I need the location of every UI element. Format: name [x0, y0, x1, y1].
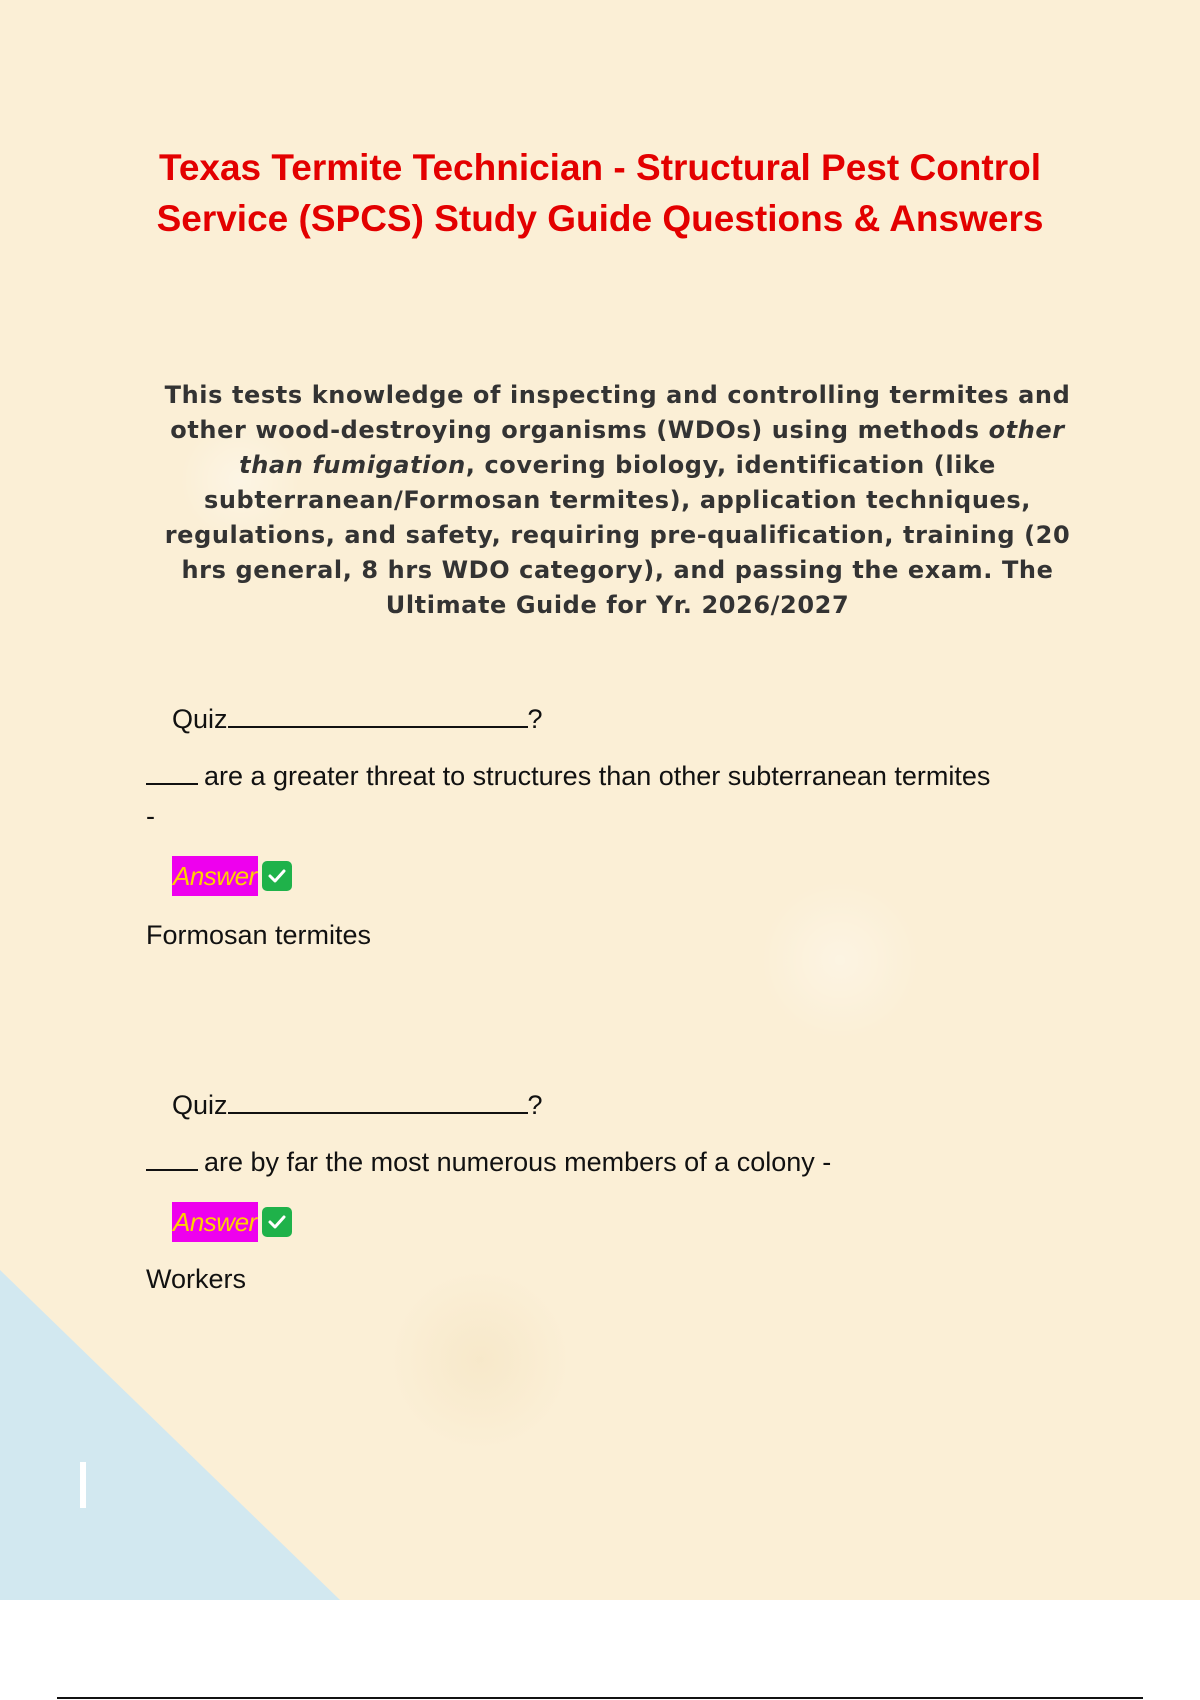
document-title: Texas Termite Technician - Structural Pest Control Service (SPCS) Study Guide Questions & Answers [156, 147, 1044, 239]
answer-tag [172, 856, 292, 896]
question-body: are by far the most numerous members of a colony - [204, 1147, 832, 1177]
quiz-blank-line [228, 700, 528, 728]
answer-label: Answer [172, 856, 258, 896]
answer-text: Workers [146, 1264, 247, 1294]
question-body: are a greater threat to structures than other subterranean termites - [146, 761, 991, 831]
footer-divider [57, 1697, 1143, 1699]
intro-text-part2: , covering biology, identification (like subterranean/Formosan termites), application techniques, regulations, and safety, requiring pre-qualification, training (20 hrs general, 8 hrs WDO category), and passing the exam. The Ultimate Guide for Yr. 2026/2027 [164, 451, 1071, 619]
question-blank-line [146, 759, 198, 785]
quiz-label: Quiz [172, 1090, 228, 1120]
quiz-heading [172, 1086, 543, 1122]
check-mark-icon [262, 861, 292, 891]
answer-tag [172, 1202, 292, 1242]
intro-text-part1: This tests knowledge of inspecting and controlling termites and other wood-destroying organisms (WDOs) using methods [164, 381, 1071, 444]
question-blank-line [146, 1145, 198, 1171]
corner-triangle-decoration [0, 1270, 340, 1600]
quiz-suffix: ? [527, 704, 543, 734]
check-mark-icon [262, 1207, 292, 1237]
corner-mark-decoration [80, 1462, 86, 1508]
quiz-heading [172, 700, 543, 736]
intro-paragraph [150, 378, 1085, 623]
quiz-blank-line [228, 1086, 528, 1114]
answer-text: Formosan termites [146, 920, 372, 950]
question-text [146, 756, 996, 836]
quiz-suffix: ? [527, 1090, 543, 1120]
answer-label: Answer [172, 1202, 258, 1242]
question-text [146, 1142, 996, 1182]
quiz-label: Quiz [172, 704, 228, 734]
intro-emphasis: other than fumigation [239, 416, 1065, 479]
